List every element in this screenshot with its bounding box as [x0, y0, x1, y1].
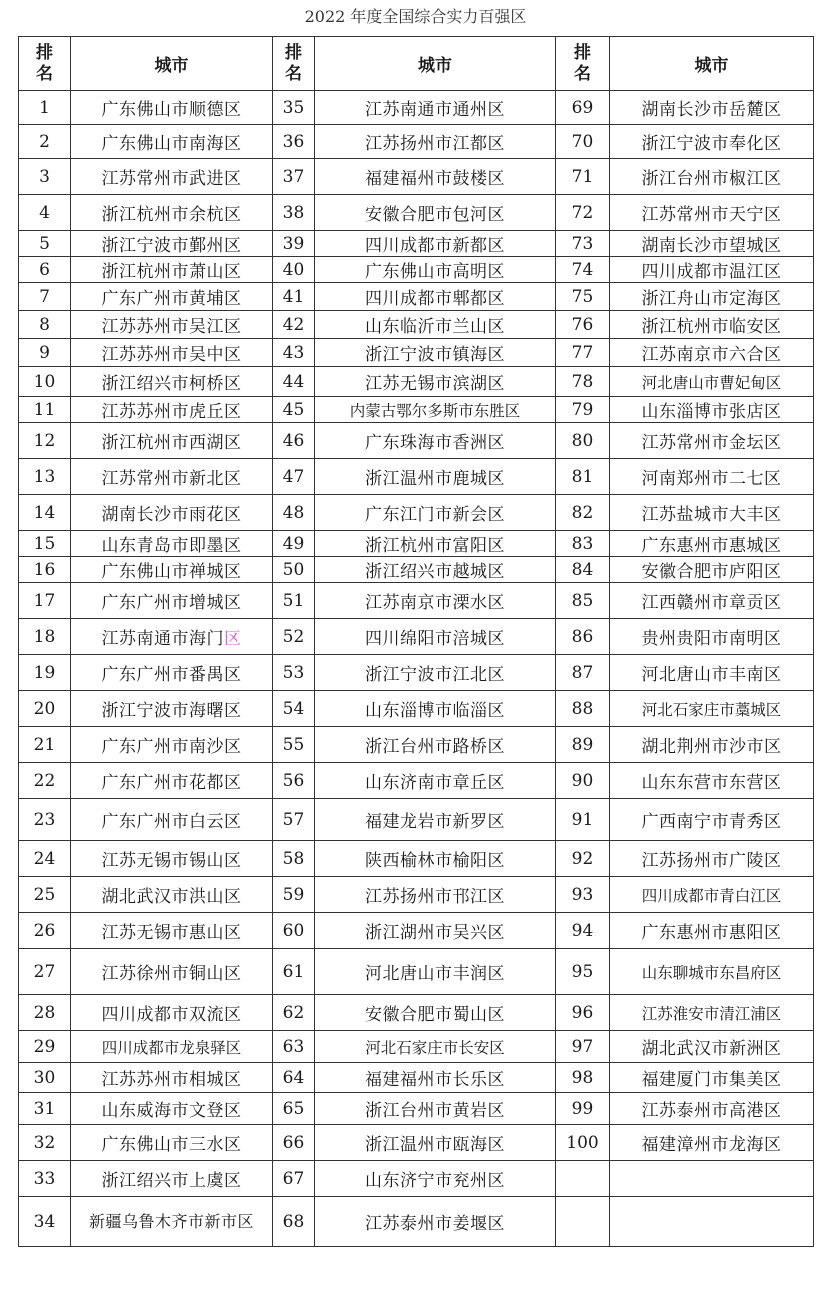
rank-cell: 83 [556, 531, 610, 557]
city-cell: 贵州贵阳市南明区 [610, 619, 814, 655]
city-cell: 江苏常州市天宁区 [610, 195, 814, 231]
city-cell: 江苏淮安市清江浦区 [610, 995, 814, 1031]
rank-cell: 16 [19, 557, 71, 583]
rank-cell: 14 [19, 495, 71, 531]
rank-cell: 39 [273, 231, 315, 257]
rank-cell: 24 [19, 841, 71, 877]
city-cell: 广东广州市花都区 [71, 763, 273, 799]
city-cell: 广东佛山市顺德区 [71, 91, 273, 125]
city-cell: 江西赣州市章贡区 [610, 583, 814, 619]
rank-cell: 95 [556, 949, 610, 995]
rank-cell: 10 [19, 367, 71, 397]
city-cell: 江苏苏州市吴中区 [71, 339, 273, 367]
rank-cell: 77 [556, 339, 610, 367]
rank-cell: 99 [556, 1093, 610, 1125]
table-row [19, 231, 814, 257]
city-cell: 江苏南京市六合区 [610, 339, 814, 367]
city-cell: 四川成都市龙泉驿区 [71, 1031, 273, 1063]
rank-cell: 57 [273, 799, 315, 841]
rank-cell: 21 [19, 727, 71, 763]
rank-cell: 7 [19, 283, 71, 311]
city-cell: 浙江宁波市奉化区 [610, 125, 814, 159]
rank-cell: 68 [273, 1197, 315, 1247]
city-cell [610, 1197, 814, 1247]
table-row [19, 841, 814, 877]
rank-cell: 51 [273, 583, 315, 619]
rank-cell: 18 [19, 619, 71, 655]
table-row [19, 691, 814, 727]
rank-cell: 17 [19, 583, 71, 619]
rank-cell: 80 [556, 423, 610, 459]
city-cell: 四川绵阳市涪城区 [315, 619, 556, 655]
city-cell: 四川成都市温江区 [610, 257, 814, 283]
city-cell: 新疆乌鲁木齐市新市区 [71, 1197, 273, 1247]
city-cell: 山东聊城市东昌府区 [610, 949, 814, 995]
rank-cell: 31 [19, 1093, 71, 1125]
table-title: 2022 年度全国综合实力百强区 [304, 7, 527, 26]
city-cell: 湖北武汉市新洲区 [610, 1031, 814, 1063]
rank-cell: 9 [19, 339, 71, 367]
city-cell: 江苏泰州市高港区 [610, 1093, 814, 1125]
rank-cell: 44 [273, 367, 315, 397]
city-cell: 江苏南通市通州区 [315, 91, 556, 125]
table-row [19, 799, 814, 841]
city-cell: 浙江台州市路桥区 [315, 727, 556, 763]
rank-cell [556, 1197, 610, 1247]
rank-cell: 42 [273, 311, 315, 339]
city-cell: 浙江杭州市余杭区 [71, 195, 273, 231]
rank-cell: 56 [273, 763, 315, 799]
table-row [19, 91, 814, 125]
city-cell: 浙江杭州市萧山区 [71, 257, 273, 283]
city-cell: 江苏常州市金坛区 [610, 423, 814, 459]
city-cell: 广东广州市白云区 [71, 799, 273, 841]
rank-cell: 98 [556, 1063, 610, 1093]
city-cell: 浙江湖州市吴兴区 [315, 913, 556, 949]
city-header: 城市 [315, 37, 556, 91]
city-cell: 河南郑州市二七区 [610, 459, 814, 495]
city-cell: 江苏南京市溧水区 [315, 583, 556, 619]
table-row [19, 727, 814, 763]
rank-cell: 72 [556, 195, 610, 231]
rank-cell: 50 [273, 557, 315, 583]
city-cell: 福建厦门市集美区 [610, 1063, 814, 1093]
city-cell: 浙江绍兴市柯桥区 [71, 367, 273, 397]
rank-cell: 60 [273, 913, 315, 949]
rank-cell: 23 [19, 799, 71, 841]
city-cell: 江苏苏州市相城区 [71, 1063, 273, 1093]
city-cell: 浙江绍兴市越城区 [315, 557, 556, 583]
rank-cell: 70 [556, 125, 610, 159]
rank-cell: 58 [273, 841, 315, 877]
city-cell: 山东济宁市兖州区 [315, 1161, 556, 1197]
rank-cell: 6 [19, 257, 71, 283]
table-row [19, 283, 814, 311]
city-cell: 山东淄博市张店区 [610, 397, 814, 423]
rank-cell: 19 [19, 655, 71, 691]
rank-cell: 53 [273, 655, 315, 691]
rank-cell: 64 [273, 1063, 315, 1093]
city-cell: 山东青岛市即墨区 [71, 531, 273, 557]
table-row [19, 459, 814, 495]
city-cell: 内蒙古鄂尔多斯市东胜区 [315, 397, 556, 423]
city-cell: 湖北荆州市沙市区 [610, 727, 814, 763]
rank-cell: 67 [273, 1161, 315, 1197]
rank-cell: 46 [273, 423, 315, 459]
rank-cell: 63 [273, 1031, 315, 1063]
rank-header: 排 名 [19, 37, 71, 91]
city-cell: 浙江温州市鹿城区 [315, 459, 556, 495]
city-cell: 河北石家庄市藁城区 [610, 691, 814, 727]
rank-cell: 30 [19, 1063, 71, 1093]
ranking-table [18, 36, 814, 1247]
rank-cell: 38 [273, 195, 315, 231]
city-cell: 福建福州市长乐区 [315, 1063, 556, 1093]
city-cell: 江苏扬州市广陵区 [610, 841, 814, 877]
table-row [19, 619, 814, 655]
city-cell: 山东威海市文登区 [71, 1093, 273, 1125]
city-cell: 福建福州市鼓楼区 [315, 159, 556, 195]
rank-header: 排 名 [556, 37, 610, 91]
table-row [19, 339, 814, 367]
city-cell: 广东广州市黄埔区 [71, 283, 273, 311]
city-cell: 广东珠海市香洲区 [315, 423, 556, 459]
rank-cell: 89 [556, 727, 610, 763]
rank-cell: 76 [556, 311, 610, 339]
city-cell: 安徽合肥市蜀山区 [315, 995, 556, 1031]
city-cell: 四川成都市郫都区 [315, 283, 556, 311]
table-row [19, 1093, 814, 1125]
city-cell: 江苏无锡市惠山区 [71, 913, 273, 949]
rank-cell: 84 [556, 557, 610, 583]
rank-cell: 48 [273, 495, 315, 531]
city-cell: 江苏南通市海门区 [71, 619, 273, 655]
rank-cell: 93 [556, 877, 610, 913]
table-row [19, 367, 814, 397]
rank-cell: 73 [556, 231, 610, 257]
city-cell: 浙江台州市椒江区 [610, 159, 814, 195]
city-cell: 广东佛山市南海区 [71, 125, 273, 159]
rank-cell: 52 [273, 619, 315, 655]
city-cell: 江苏苏州市吴江区 [71, 311, 273, 339]
rank-cell: 26 [19, 913, 71, 949]
rank-cell: 5 [19, 231, 71, 257]
city-cell: 广东惠州市惠城区 [610, 531, 814, 557]
rank-cell: 22 [19, 763, 71, 799]
rank-cell: 65 [273, 1093, 315, 1125]
city-cell: 山东临沂市兰山区 [315, 311, 556, 339]
rank-cell: 2 [19, 125, 71, 159]
cropped-caption [290, 1294, 550, 1306]
rank-cell: 4 [19, 195, 71, 231]
city-cell: 广东广州市番禺区 [71, 655, 273, 691]
table-row [19, 1197, 814, 1247]
city-cell: 河北唐山市丰润区 [315, 949, 556, 995]
table-row [19, 1031, 814, 1063]
rank-cell: 96 [556, 995, 610, 1031]
city-cell: 江苏泰州市姜堰区 [315, 1197, 556, 1247]
city-cell: 广东佛山市三水区 [71, 1125, 273, 1161]
table-row [19, 995, 814, 1031]
city-cell: 浙江宁波市镇海区 [315, 339, 556, 367]
rank-cell: 43 [273, 339, 315, 367]
table-row [19, 195, 814, 231]
table-row [19, 423, 814, 459]
rank-cell: 55 [273, 727, 315, 763]
city-cell: 四川成都市青白江区 [610, 877, 814, 913]
rank-cell: 47 [273, 459, 315, 495]
table-row [19, 583, 814, 619]
city-cell: 广东惠州市惠阳区 [610, 913, 814, 949]
rank-cell: 13 [19, 459, 71, 495]
rank-cell: 8 [19, 311, 71, 339]
city-cell: 广东佛山市禅城区 [71, 557, 273, 583]
city-cell: 湖南长沙市望城区 [610, 231, 814, 257]
rank-cell: 85 [556, 583, 610, 619]
city-cell: 河北唐山市曹妃甸区 [610, 367, 814, 397]
rank-cell [556, 1161, 610, 1197]
rank-cell: 91 [556, 799, 610, 841]
city-cell: 江苏徐州市铜山区 [71, 949, 273, 995]
table-row [19, 125, 814, 159]
rank-cell: 59 [273, 877, 315, 913]
table-row [19, 531, 814, 557]
city-cell: 四川成都市新都区 [315, 231, 556, 257]
rank-cell: 97 [556, 1031, 610, 1063]
rank-cell: 35 [273, 91, 315, 125]
rank-cell: 29 [19, 1031, 71, 1063]
city-cell: 浙江温州市瓯海区 [315, 1125, 556, 1161]
table-row [19, 1063, 814, 1093]
table-row [19, 949, 814, 995]
city-cell: 浙江舟山市定海区 [610, 283, 814, 311]
city-cell: 江苏扬州市江都区 [315, 125, 556, 159]
rank-cell: 11 [19, 397, 71, 423]
rank-cell: 90 [556, 763, 610, 799]
rank-cell: 25 [19, 877, 71, 913]
rank-cell: 41 [273, 283, 315, 311]
rank-cell: 92 [556, 841, 610, 877]
city-cell: 江苏无锡市锡山区 [71, 841, 273, 877]
table-row [19, 257, 814, 283]
rank-cell: 61 [273, 949, 315, 995]
rank-cell: 69 [556, 91, 610, 125]
city-cell: 湖南长沙市雨花区 [71, 495, 273, 531]
rank-cell: 94 [556, 913, 610, 949]
city-cell: 江苏无锡市滨湖区 [315, 367, 556, 397]
rank-cell: 82 [556, 495, 610, 531]
rank-cell: 87 [556, 655, 610, 691]
city-cell: 广东广州市增城区 [71, 583, 273, 619]
city-cell: 浙江宁波市江北区 [315, 655, 556, 691]
city-cell: 浙江杭州市西湖区 [71, 423, 273, 459]
rank-cell: 36 [273, 125, 315, 159]
rank-cell: 54 [273, 691, 315, 727]
rank-cell: 71 [556, 159, 610, 195]
rank-cell: 86 [556, 619, 610, 655]
rank-cell: 15 [19, 531, 71, 557]
rank-cell: 20 [19, 691, 71, 727]
city-cell: 山东济南市章丘区 [315, 763, 556, 799]
rank-cell: 1 [19, 91, 71, 125]
city-header: 城市 [71, 37, 273, 91]
table-row [19, 913, 814, 949]
table-row [19, 495, 814, 531]
table-row [19, 877, 814, 913]
city-cell: 浙江绍兴市上虞区 [71, 1161, 273, 1197]
city-cell: 江苏扬州市邗江区 [315, 877, 556, 913]
city-header: 城市 [610, 37, 814, 91]
rank-cell: 37 [273, 159, 315, 195]
rank-cell: 74 [556, 257, 610, 283]
city-cell: 福建龙岩市新罗区 [315, 799, 556, 841]
rank-cell: 27 [19, 949, 71, 995]
city-cell: 山东淄博市临淄区 [315, 691, 556, 727]
rank-cell: 12 [19, 423, 71, 459]
city-cell: 浙江宁波市鄞州区 [71, 231, 273, 257]
city-cell: 四川成都市双流区 [71, 995, 273, 1031]
city-cell: 陕西榆林市榆阳区 [315, 841, 556, 877]
table-row [19, 159, 814, 195]
city-cell: 江苏常州市新北区 [71, 459, 273, 495]
city-cell: 广东江门市新会区 [315, 495, 556, 531]
rank-cell: 28 [19, 995, 71, 1031]
rank-cell: 40 [273, 257, 315, 283]
rank-cell: 45 [273, 397, 315, 423]
city-cell: 湖北武汉市洪山区 [71, 877, 273, 913]
rank-cell: 33 [19, 1161, 71, 1197]
city-cell: 河北唐山市丰南区 [610, 655, 814, 691]
rank-cell: 78 [556, 367, 610, 397]
city-cell: 浙江杭州市富阳区 [315, 531, 556, 557]
rank-header: 排 名 [273, 37, 315, 91]
rank-cell: 3 [19, 159, 71, 195]
rank-cell: 100 [556, 1125, 610, 1161]
rank-cell: 81 [556, 459, 610, 495]
table-row [19, 1125, 814, 1161]
city-cell: 安徽合肥市庐阳区 [610, 557, 814, 583]
rank-cell: 79 [556, 397, 610, 423]
city-cell: 江苏苏州市虎丘区 [71, 397, 273, 423]
rank-cell: 49 [273, 531, 315, 557]
city-cell: 山东东营市东营区 [610, 763, 814, 799]
table-row [19, 397, 814, 423]
city-cell: 河北石家庄市长安区 [315, 1031, 556, 1063]
city-cell: 广东广州市南沙区 [71, 727, 273, 763]
header-row [19, 37, 814, 91]
rank-cell: 32 [19, 1125, 71, 1161]
city-cell: 广西南宁市青秀区 [610, 799, 814, 841]
table-row [19, 311, 814, 339]
city-cell: 安徽合肥市包河区 [315, 195, 556, 231]
city-cell: 江苏盐城市大丰区 [610, 495, 814, 531]
rank-cell: 88 [556, 691, 610, 727]
city-cell: 江苏常州市武进区 [71, 159, 273, 195]
table-row [19, 557, 814, 583]
city-cell: 广东佛山市高明区 [315, 257, 556, 283]
table-row [19, 763, 814, 799]
city-cell: 湖南长沙市岳麓区 [610, 91, 814, 125]
table-row [19, 1161, 814, 1197]
rank-cell: 34 [19, 1197, 71, 1247]
rank-cell: 75 [556, 283, 610, 311]
rank-cell: 66 [273, 1125, 315, 1161]
city-cell [610, 1161, 814, 1197]
rank-cell: 62 [273, 995, 315, 1031]
city-cell: 浙江台州市黄岩区 [315, 1093, 556, 1125]
city-cell: 福建漳州市龙海区 [610, 1125, 814, 1161]
city-cell: 浙江宁波市海曙区 [71, 691, 273, 727]
city-cell: 浙江杭州市临安区 [610, 311, 814, 339]
table-row [19, 655, 814, 691]
